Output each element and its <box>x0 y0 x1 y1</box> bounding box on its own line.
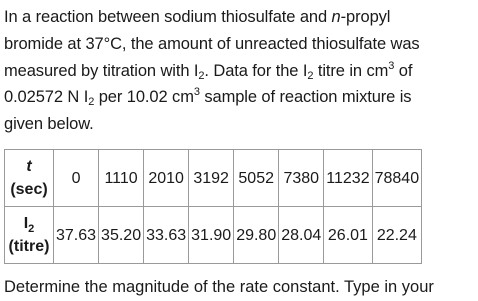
table-cell: 37.63 <box>54 207 99 264</box>
time-unit: (sec) <box>10 181 48 198</box>
subscript: 2 <box>198 69 205 82</box>
time-symbol: t <box>26 158 32 175</box>
question-paragraph <box>4 4 476 138</box>
paragraph-line-4 <box>4 84 476 111</box>
text-segment: -propyl <box>340 8 391 26</box>
table-row-titre <box>5 207 422 264</box>
text-segment: of <box>394 61 413 80</box>
text-segment: per 10.02 cm <box>94 88 194 107</box>
question-prompt: Determine the magnitude of the rate constant. Type in your <box>4 278 434 296</box>
superscript: 3 <box>388 59 395 72</box>
paragraph-line-5: given below. <box>4 115 94 134</box>
table-cell: 26.01 <box>324 207 372 264</box>
text-segment: titre in cm <box>313 61 389 80</box>
table-cell: 1110 <box>99 150 144 207</box>
paragraph-line-1 <box>4 4 476 31</box>
iodine-letter: I <box>23 215 29 232</box>
subscript: 2 <box>307 69 314 82</box>
text-segment: . Data for the I <box>204 61 308 80</box>
text-segment: measured by titration with I <box>4 61 199 80</box>
table-cell: 22.24 <box>372 207 422 264</box>
table-cell: 33.63 <box>144 207 189 264</box>
table-cell: 5052 <box>234 150 279 207</box>
table-cell: 29.80 <box>234 207 279 264</box>
table-cell: 31.90 <box>189 207 234 264</box>
table-cell: 2010 <box>144 150 189 207</box>
row-header-time <box>5 150 54 207</box>
row-header-titre <box>5 207 54 264</box>
paragraph-line-2: bromide at 37°C, the amount of unreacted thiosulfate was <box>4 34 420 53</box>
text-segment: 0.02572 N I <box>4 88 89 107</box>
table-cell: 0 <box>54 150 99 207</box>
italic-n: n <box>331 8 341 26</box>
paragraph-line-3 <box>4 58 476 85</box>
text-segment: sample of reaction mixture is <box>199 88 412 107</box>
table-cell: 28.04 <box>279 207 324 264</box>
table-cell: 11232 <box>324 150 372 207</box>
table-cell: 78840 <box>372 150 422 207</box>
table-cell: 35.20 <box>99 207 144 264</box>
data-table <box>4 149 422 264</box>
table-cell: 7380 <box>279 150 324 207</box>
subscript: 2 <box>28 223 35 235</box>
titre-unit: (titre) <box>8 238 50 255</box>
table-row-time <box>5 150 422 207</box>
superscript: 3 <box>193 86 200 99</box>
text-segment: In a reaction between sodium thiosulfate and <box>4 8 332 26</box>
subscript: 2 <box>88 96 95 109</box>
iodine-symbol <box>6 214 52 233</box>
table-cell: 3192 <box>189 150 234 207</box>
